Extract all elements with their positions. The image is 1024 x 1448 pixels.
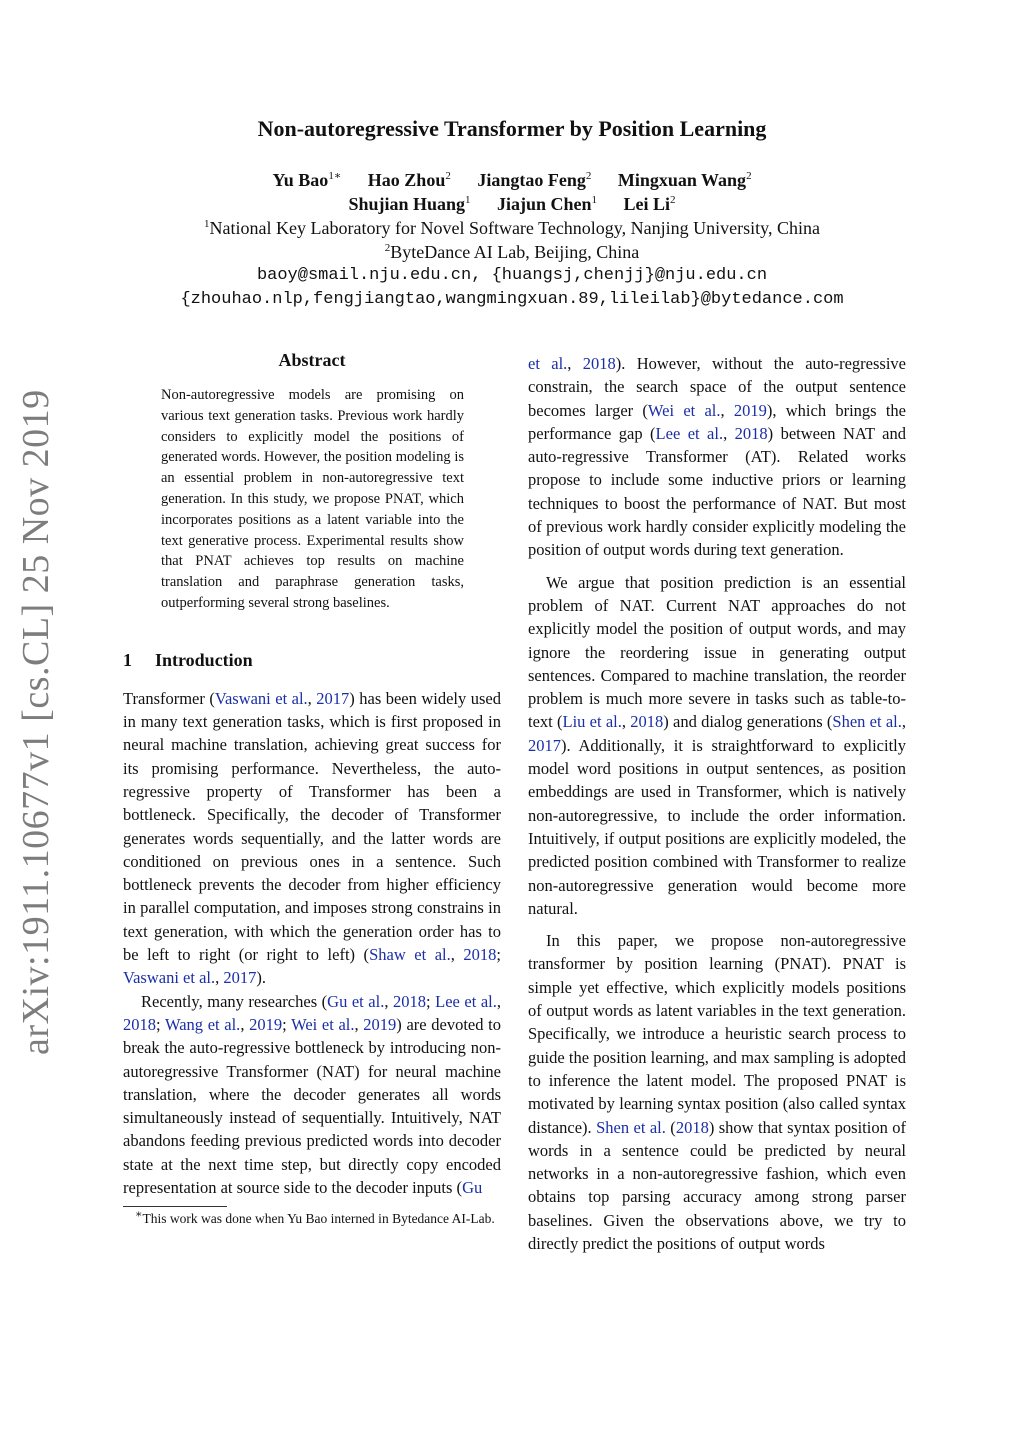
citation-link[interactable]: Wang et al.: [164, 1014, 241, 1034]
citation-link[interactable]: 2018: [675, 1117, 709, 1137]
section-title: Introduction: [155, 649, 253, 670]
text-run: ) has been widely used in many text generation tasks, which is first proposed in neural machine translation, achieving great success for its promising performance. Nevertheless, the auto-regressive property of Transformer has been a bottleneck. Specifically, the decoder of Transformer generates words sequentially, and the latter words are conditioned on previous ones in a sentence. Such bottleneck prevents the decoder from higher efficiency in parallel computation, and imposes strong constrains in text generation, with which the generation order has to be left to right (or right to left) (: [123, 688, 501, 965]
citation-link[interactable]: Vaswani et al.: [123, 968, 216, 988]
text-run: ) between NAT and auto-regressive Transformer (AT). Related works propose to include some inductive priors or learning techniques to boost the performance of NAT. But most of previous work hardly consider explicitly modeling the position of output words during text generation.: [528, 423, 907, 560]
citation-link[interactable]: 2019: [249, 1014, 283, 1034]
text-run: ), which brings the performance gap (: [528, 400, 906, 443]
citation-link[interactable]: Shen et al.: [832, 712, 902, 732]
text-run: We argue that position prediction is an essential problem of NAT. Current NAT approaches do not explicitly model the position of output words, and may ignore the reordering issue in generating output sentences. Compared to machine translation, the reorder problem is much more severe in tasks such as table-to-text (: [528, 572, 906, 732]
text-run: In this paper, we propose non-autoregressive transformer by position learning (PNAT). PNAT is simple yet effective, which explicitly models positions of output words as latent variables in the text generation. Specifically, we introduce a heuristic search process to guide the position learning, and max sampling is adopted to inference the latent model. The proposed PNAT is motivated by learning syntax position (also called syntax distance).: [528, 931, 906, 1137]
author-name: Shujian Huang: [348, 194, 465, 214]
footnote-divider: [123, 1206, 227, 1207]
citation-link[interactable]: Shen et al.: [596, 1117, 666, 1137]
citation-link[interactable]: Lee et al.: [655, 423, 724, 443]
text-run: ,: [567, 354, 583, 373]
text-run: Transformer (: [123, 688, 215, 708]
citation-link[interactable]: 2019: [733, 400, 767, 420]
text-run: ,: [450, 945, 464, 965]
email-line-1: baoy@smail.nju.edu.cn, {huangsj,chenjj}@nju.edu.cn: [256, 266, 768, 285]
citation-link[interactable]: 2019: [363, 1014, 397, 1034]
author-mark: 2: [445, 170, 451, 182]
author-name: Hao Zhou: [367, 170, 446, 190]
body-paragraph-pnat: [528, 929, 906, 1255]
text-run: ;: [156, 1014, 165, 1034]
section-heading-introduction: [123, 650, 501, 671]
text-run: ).: [256, 968, 266, 988]
text-run: ) are devoted to break the auto-regressive bottleneck by introducing non-autoregressive Transformer (NAT) for neural machine translation, where the decoder generates all words simultaneously instead of sequentially. Intuitively, NAT abandons feeding previous predicted words into decoder state at the next time step, but directly copy encoded representation at source side to the decoder inputs (: [123, 1014, 501, 1197]
text-run: ,: [307, 688, 317, 708]
author-name: Yu Bao: [272, 170, 329, 190]
citation-link[interactable]: Shaw et al.: [369, 945, 451, 965]
text-run: ,: [720, 400, 734, 420]
text-run: ,: [215, 968, 224, 988]
citation-link[interactable]: 2018: [582, 354, 616, 373]
text-run: ,: [354, 1014, 364, 1034]
citation-link[interactable]: 2017: [316, 688, 350, 708]
author-mark: 1: [465, 194, 471, 206]
arxiv-identifier: arXiv:1911.10677v1 [cs.CL] 25 Nov 2019: [15, 389, 57, 1055]
text-run: ;: [282, 1014, 292, 1034]
citation-link[interactable]: Gu et al.: [327, 991, 385, 1011]
intro-paragraph-1: [123, 687, 501, 990]
citation-link[interactable]: Vaswani et al.: [214, 688, 308, 708]
citation-link[interactable]: 2018: [463, 945, 497, 965]
citation-link[interactable]: et al.: [528, 354, 568, 373]
right-column: [528, 352, 906, 1255]
text-run: ,: [384, 991, 394, 1011]
text-run: ) show that syntax position of words in a sentence could be predicted by neural networks in a non-autoregressive fashion, which even obtains top parsing accuracy among strong parser baselines. Given the observations above, we try to directly predict the positions of output words: [528, 1117, 906, 1253]
author-mark: 1: [591, 194, 598, 206]
author-line-2: [0, 192, 1024, 216]
email-line-2: {zhouhao.nlp,fengjiangtao,wangmingxuan.89,lileilab}@bytedance.com: [180, 290, 844, 309]
text-run: ,: [240, 1014, 250, 1034]
text-run: ,: [496, 991, 502, 1011]
citation-link[interactable]: Wei et al.: [647, 400, 721, 420]
author-line-1: [0, 168, 1024, 192]
citation-link[interactable]: Wei et al.: [291, 1014, 355, 1034]
author-mark: 2: [585, 170, 592, 182]
text-run: Recently, many researches (: [141, 991, 328, 1011]
affiliation-1: $^1$National Key Laboratory for Novel Software Technology, Nanjing University, China: [204, 218, 820, 238]
paper-title: Non-autoregressive Transformer by Position Learning: [257, 116, 767, 141]
citation-link[interactable]: 2017: [528, 735, 561, 755]
citation-link[interactable]: 2018: [393, 991, 427, 1011]
section-number: 1: [123, 649, 132, 670]
citation-link[interactable]: Gu: [462, 1178, 483, 1197]
citation-link[interactable]: 2018: [734, 423, 768, 443]
citation-link[interactable]: Lee et al.: [435, 991, 497, 1011]
author-mark: 1∗: [328, 170, 342, 182]
body-paragraph-position-prediction: [528, 571, 906, 920]
left-column: [123, 350, 501, 1229]
text-run: ,: [723, 423, 735, 443]
text-run: ;: [426, 991, 436, 1011]
intro-paragraph-2: [123, 990, 501, 1200]
abstract-text: Non-autoregressive models are promising on various text generation tasks. Previous work hardly considers to explicitly model the positions of generated words. However, the position modeling is an essential problem in non-autoregressive text generation. In this study, we propose PNAT, which incorporates positions as a latent variable into the text generative process. Experimental results show that PNAT achieves top results on machine translation and paraphrase generation tasks, outperforming several strong baselines.: [161, 387, 464, 611]
body-paragraph-continued: [528, 352, 906, 562]
author-name: Mingxuan Wang: [617, 170, 747, 190]
author-block: [0, 168, 1024, 312]
author-name: Jiajun Chen: [497, 194, 592, 214]
abstract-heading: Abstract: [278, 350, 346, 370]
footnote: ∗This work was done when Yu Bao interned in Bytedance AI-Lab.: [135, 1208, 495, 1227]
author-mark: 2: [670, 194, 676, 206]
text-run: ,: [621, 712, 631, 732]
citation-link[interactable]: 2018: [123, 1014, 156, 1034]
author-name: Jiangtao Feng: [477, 170, 586, 190]
author-mark: 2: [746, 170, 752, 182]
text-run: ). However, without the auto-regressive constrain, the search space of the output sentence becomes larger (: [528, 354, 907, 420]
text-run: ,: [901, 712, 906, 732]
text-run: ). Additionally, it is straightforward to explicitly model word positions in output sentences, as position embeddings are used in Transformer, which is natively non-autoregressive, to include the order information. Intuitively, if output positions are explicitly modeled, the predicted position combined with Transformer to realize non-autoregressive generation would become more natural.: [528, 735, 906, 918]
text-run: (: [665, 1117, 676, 1137]
author-name: Lei Li: [623, 194, 671, 214]
text-run: ;: [496, 945, 502, 965]
affiliation-2: $^2$ByteDance AI Lab, Beijing, China: [384, 242, 640, 262]
citation-link[interactable]: Liu et al.: [562, 712, 622, 732]
citation-link[interactable]: 2017: [223, 968, 257, 988]
text-run: ) and dialog generations (: [663, 712, 833, 732]
citation-link[interactable]: 2018: [630, 712, 664, 732]
